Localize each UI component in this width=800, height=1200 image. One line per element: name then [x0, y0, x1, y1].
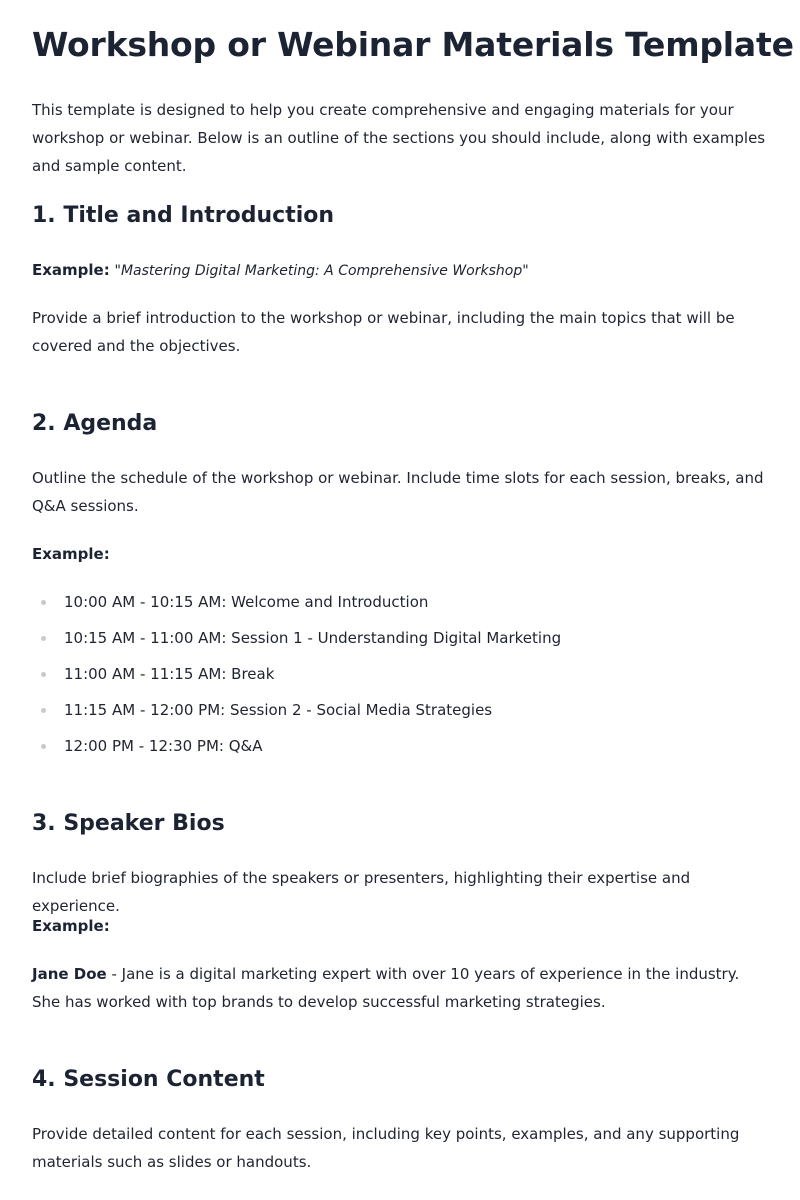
- section-3-example: [32, 912, 772, 940]
- bullet-icon: [41, 600, 46, 605]
- page-title: Workshop or Webinar Materials Template: [32, 25, 794, 64]
- section-heading-title-intro: 1. Title and Introduction: [32, 203, 335, 228]
- section-4-body: Provide detailed content for each session, including key points, examples, and any supporting materials such as slides or handouts.: [32, 1125, 740, 1171]
- bullet-icon: [41, 636, 46, 641]
- example-label: Example:: [32, 545, 110, 563]
- list-item: [32, 696, 772, 732]
- list-item: [32, 732, 772, 768]
- agenda-list: [32, 588, 772, 768]
- bullet-icon: [41, 744, 46, 749]
- section-1-example: [32, 256, 772, 285]
- speaker-bio-paragraph: [32, 960, 772, 1016]
- section-heading-agenda: 2. Agenda: [32, 411, 158, 436]
- section-1-body: Provide a brief introduction to the workshop or webinar, including the main topics that will be covered and the objectives.: [32, 309, 735, 355]
- agenda-item-text: 11:00 AM - 11:15 AM: Break: [64, 665, 275, 683]
- list-item: [32, 660, 772, 696]
- example-workshop-title: "Mastering Digital Marketing: A Comprehensive Workshop": [114, 263, 529, 279]
- speaker-bio-text: - Jane is a digital marketing expert with over 10 years of experience in the industry. She has worked with top brands to develop successful marketing strategies.: [32, 965, 740, 1011]
- section-2-body: Outline the schedule of the workshop or webinar. Include time slots for each session, breaks, and Q&A sessions.: [32, 469, 764, 515]
- agenda-item-text: 11:15 AM - 12:00 PM: Session 2 - Social Media Strategies: [64, 701, 493, 719]
- section-heading-speaker-bios: 3. Speaker Bios: [32, 811, 225, 836]
- agenda-item-text: 10:15 AM - 11:00 AM: Session 1 - Understanding Digital Marketing: [64, 629, 562, 647]
- list-item: [32, 624, 772, 660]
- agenda-item-text: 12:00 PM - 12:30 PM: Q&A: [64, 737, 263, 755]
- agenda-item-text: 10:00 AM - 10:15 AM: Welcome and Introduction: [64, 593, 429, 611]
- bullet-icon: [41, 672, 46, 677]
- example-label: Example:: [32, 261, 110, 279]
- speaker-name: Jane Doe: [32, 965, 107, 983]
- example-label: Example:: [32, 917, 110, 935]
- section-3-body: Include brief biographies of the speakers or presenters, highlighting their expertise and experience.: [32, 869, 691, 915]
- section-2-example: [32, 540, 772, 568]
- list-item: [32, 588, 772, 624]
- section-heading-session-content: 4. Session Content: [32, 1067, 265, 1092]
- intro-paragraph: This template is designed to help you create comprehensive and engaging materials for your workshop or webinar. Below is an outline of the sections you should include, along with examples and sample content.: [32, 101, 766, 175]
- bullet-icon: [41, 708, 46, 713]
